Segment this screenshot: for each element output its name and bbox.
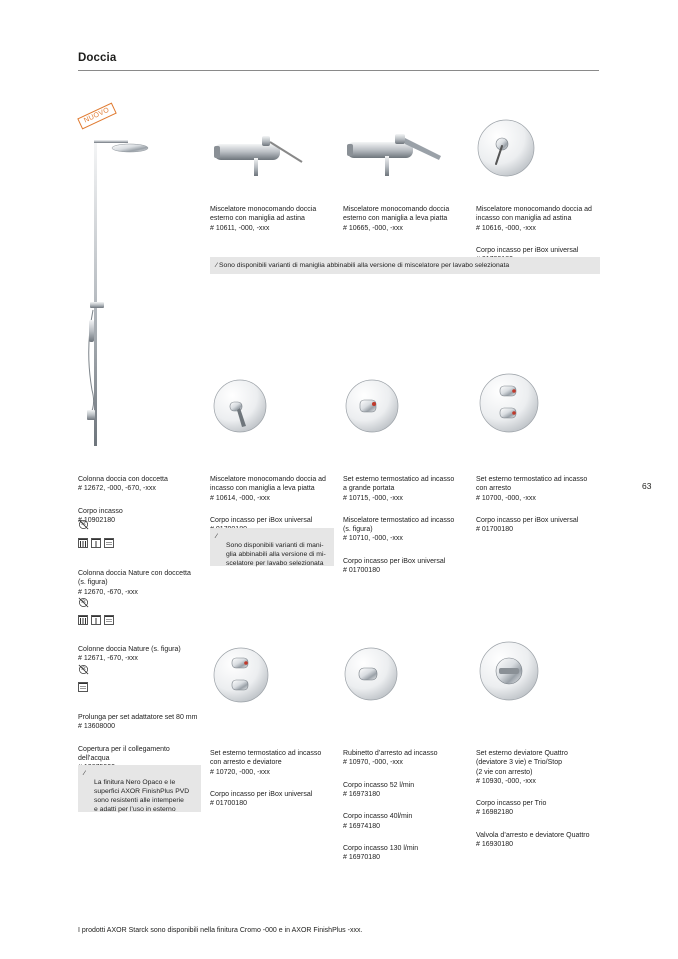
handle-variants-note: ⁄ Sono disponibili varianti di maniglia abbinabili alla versione di miscelatore per lavabo selezionata bbox=[210, 257, 600, 274]
mixer-10611-image bbox=[212, 130, 312, 180]
product-10616-text: Miscelatore monocomando doccia ad incasso con maniglia ad astina # 10616, -000, -xxx Corpo incasso per iBox universal bbox=[476, 206, 592, 255]
product-10611-text: Miscelatore monocomando doccia esterno con maniglia ad astina # 10611, -000, -xxx bbox=[210, 206, 317, 232]
single-spray-icon bbox=[91, 538, 101, 548]
title-divider bbox=[78, 70, 599, 71]
shower-column-image bbox=[80, 130, 155, 450]
rain-spray-icon bbox=[104, 538, 114, 548]
mixer-10616-image bbox=[476, 118, 536, 178]
multi-spray-icon bbox=[78, 615, 88, 625]
thermostat-10715-image bbox=[344, 378, 400, 434]
stop-valve-10970-image bbox=[343, 646, 399, 702]
new-badge: NUOVO bbox=[77, 103, 117, 130]
handle-variants-note-2: ⁄ Sono disponibili varianti di mani- glia abbinabili alla versione di mi- scelatore per lavabo selezionata bbox=[210, 528, 334, 566]
no-hydro-icon bbox=[78, 519, 89, 530]
single-spray-icon bbox=[91, 615, 101, 625]
no-hydro-icon bbox=[78, 664, 89, 675]
mixer-10614-image bbox=[212, 378, 268, 434]
product-10970-text: Rubinetto d’arresto ad incasso # 10970, -000, -xxx Corpo incasso 52 l/min # 16973180 Corpo incasso 40l/min # 16974180 Corpo incasso 130 l/min # 16970180 bbox=[343, 750, 438, 862]
thermostat-10720-image bbox=[212, 646, 270, 704]
column-12670-text: Colonna doccia Nature con doccetta (s. figura) # 12670, -670, -xxx bbox=[78, 570, 191, 596]
column-12670-symbols bbox=[78, 615, 114, 625]
product-10715-text: Set esterno termostatico ad incasso a grande portata # 10715, -000, -xxx Miscelatore termostatico ad incasso (s. figura) # 10710, -000, -xxx Corpo incasso per iBox universal # 01700180 bbox=[343, 476, 455, 575]
mixer-10665-image bbox=[345, 130, 445, 180]
product-10930-text: Set esterno deviatore Quattro (deviatore 3 vie) e Trio/Stop (2 vie con arresto) # 10930, -000, -xxx Corpo incasso per Trio # 16982180 Valvola d’arresto e deviatore Quattro # 16930180 bbox=[476, 750, 590, 849]
column-accessories-text: Prolunga per set adattatore set 80 mm # 13608000 Copertura per il collegamento dell’acqua bbox=[78, 714, 198, 763]
product-10720-text: Set esterno termostatico ad incasso con arresto e deviatore # 10720, -000, -xxx Corpo incasso per iBox universal # 01700180 bbox=[210, 750, 322, 808]
rain-spray-icon bbox=[104, 615, 114, 625]
diverter-10930-image bbox=[478, 640, 540, 702]
column-12672-symbols bbox=[78, 538, 114, 548]
column-12671-symbols bbox=[78, 682, 88, 692]
rain-spray-icon bbox=[78, 682, 88, 692]
no-hydro-icon bbox=[78, 597, 89, 608]
multi-spray-icon bbox=[78, 538, 88, 548]
product-10700-text: Set esterno termostatico ad incasso con arresto # 10700, -000, -xxx Corpo incasso per iBox universal # 01700180 bbox=[476, 476, 588, 534]
footer-note: I prodotti AXOR Starck sono disponibili nella finitura Cromo -000 e in AXOR FinishPlus -xxx. bbox=[78, 927, 363, 934]
column-12671-text: Colonne doccia Nature (s. figura) # 12671, -670, -xxx bbox=[78, 646, 181, 663]
thermostat-10700-image bbox=[478, 372, 540, 434]
page-title: Doccia bbox=[78, 52, 117, 64]
page-number: 63 bbox=[642, 481, 652, 491]
finish-note: ⁄ La finitura Nero Opaco e le superfici AXOR FinishPlus PVD sono resistenti alle intemperie e adatti per l’uso in esterno bbox=[78, 765, 201, 812]
product-10614-text: Miscelatore monocomando doccia ad incasso con maniglia a leva piatta # 10614, -000, -xxx Corpo incasso per iBox universal bbox=[210, 476, 326, 525]
column-12672-text: Colonna doccia con doccetta # 12672, -000, -670, -xxx Corpo incasso 10902180 bbox=[78, 476, 168, 525]
product-10665-text: Miscelatore monocomando doccia esterno con maniglia a leva piatta # 10665, -000, -xxx bbox=[343, 206, 450, 232]
